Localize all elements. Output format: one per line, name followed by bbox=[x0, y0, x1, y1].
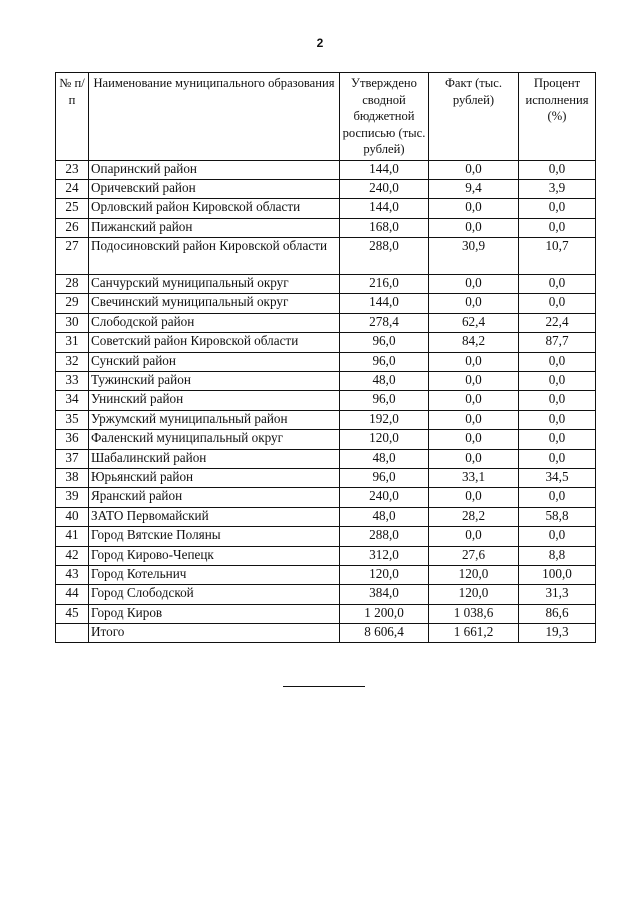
cell-fact: 0,0 bbox=[429, 352, 519, 371]
table-row bbox=[56, 604, 596, 623]
cell-percent: 0,0 bbox=[519, 430, 596, 449]
cell-name: Тужинский район bbox=[89, 372, 340, 391]
cell-num: 40 bbox=[56, 507, 89, 526]
cell-fact: 9,4 bbox=[429, 179, 519, 198]
table-row bbox=[56, 294, 596, 313]
cell-percent: 0,0 bbox=[519, 160, 596, 179]
cell-approved: 48,0 bbox=[340, 372, 429, 391]
cell-fact: 0,0 bbox=[429, 488, 519, 507]
cell-approved: 384,0 bbox=[340, 585, 429, 604]
cell-percent: 0,0 bbox=[519, 218, 596, 237]
cell-fact: 27,6 bbox=[429, 546, 519, 565]
cell-approved: 288,0 bbox=[340, 238, 429, 275]
cell-percent: 0,0 bbox=[519, 294, 596, 313]
cell-num: 26 bbox=[56, 218, 89, 237]
table-row bbox=[56, 468, 596, 487]
table-row bbox=[56, 275, 596, 294]
cell-num: 25 bbox=[56, 199, 89, 218]
cell-percent: 86,6 bbox=[519, 604, 596, 623]
cell-percent: 87,7 bbox=[519, 333, 596, 352]
header-name: Наименование муниципального образования bbox=[89, 73, 340, 161]
cell-percent: 0,0 bbox=[519, 449, 596, 468]
table-row bbox=[56, 449, 596, 468]
cell-num: 39 bbox=[56, 488, 89, 507]
cell-num: 28 bbox=[56, 275, 89, 294]
cell-num: 31 bbox=[56, 333, 89, 352]
table-row bbox=[56, 507, 596, 526]
cell-num: 33 bbox=[56, 372, 89, 391]
cell-percent: 34,5 bbox=[519, 468, 596, 487]
cell-approved: 192,0 bbox=[340, 410, 429, 429]
cell-fact: 28,2 bbox=[429, 507, 519, 526]
cell-num: 43 bbox=[56, 565, 89, 584]
footer-divider bbox=[283, 686, 365, 687]
cell-name: Город Котельнич bbox=[89, 565, 340, 584]
cell-percent: 100,0 bbox=[519, 565, 596, 584]
table-row bbox=[56, 179, 596, 198]
cell-approved: 216,0 bbox=[340, 275, 429, 294]
header-percent: Процент исполнения (%) bbox=[519, 73, 596, 161]
cell-approved: 1 200,0 bbox=[340, 604, 429, 623]
table-body bbox=[56, 160, 596, 643]
cell-approved: 120,0 bbox=[340, 565, 429, 584]
cell-name: Юрьянский район bbox=[89, 468, 340, 487]
cell-approved: 120,0 bbox=[340, 430, 429, 449]
cell-percent: 0,0 bbox=[519, 410, 596, 429]
cell-approved: 144,0 bbox=[340, 199, 429, 218]
cell-approved: 48,0 bbox=[340, 449, 429, 468]
cell-num: 44 bbox=[56, 585, 89, 604]
budget-execution-table bbox=[55, 72, 596, 643]
cell-name: Яранский район bbox=[89, 488, 340, 507]
cell-fact: 1 038,6 bbox=[429, 604, 519, 623]
table-header-row bbox=[56, 73, 596, 161]
table-row bbox=[56, 488, 596, 507]
cell-approved: 96,0 bbox=[340, 352, 429, 371]
table-row bbox=[56, 333, 596, 352]
table-row bbox=[56, 313, 596, 332]
cell-fact: 0,0 bbox=[429, 410, 519, 429]
cell-percent: 0,0 bbox=[519, 352, 596, 371]
cell-percent: 10,7 bbox=[519, 238, 596, 275]
cell-percent: 8,8 bbox=[519, 546, 596, 565]
cell-num: 34 bbox=[56, 391, 89, 410]
cell-name: Опаринский район bbox=[89, 160, 340, 179]
cell-name: Свечинский муниципальный округ bbox=[89, 294, 340, 313]
cell-fact: 0,0 bbox=[429, 527, 519, 546]
table-row bbox=[56, 238, 596, 275]
cell-fact: 120,0 bbox=[429, 585, 519, 604]
cell-name: Санчурский муниципальный округ bbox=[89, 275, 340, 294]
cell-num: 45 bbox=[56, 604, 89, 623]
cell-fact: 0,0 bbox=[429, 275, 519, 294]
cell-fact: 30,9 bbox=[429, 238, 519, 275]
cell-fact: 0,0 bbox=[429, 160, 519, 179]
table-row bbox=[56, 218, 596, 237]
cell-name: Советский район Кировской области bbox=[89, 333, 340, 352]
cell-name: Шабалинский район bbox=[89, 449, 340, 468]
cell-num: 42 bbox=[56, 546, 89, 565]
cell-name: ЗАТО Первомайский bbox=[89, 507, 340, 526]
cell-fact: 0,0 bbox=[429, 199, 519, 218]
header-fact: Факт (тыс. рублей) bbox=[429, 73, 519, 161]
cell-fact: 120,0 bbox=[429, 565, 519, 584]
cell-num: 30 bbox=[56, 313, 89, 332]
cell-approved: 144,0 bbox=[340, 294, 429, 313]
total-cell-name: Итого bbox=[89, 624, 340, 643]
cell-percent: 0,0 bbox=[519, 527, 596, 546]
cell-percent: 0,0 bbox=[519, 199, 596, 218]
table-row bbox=[56, 160, 596, 179]
cell-fact: 0,0 bbox=[429, 218, 519, 237]
cell-fact: 33,1 bbox=[429, 468, 519, 487]
cell-approved: 312,0 bbox=[340, 546, 429, 565]
cell-name: Орловский район Кировской области bbox=[89, 199, 340, 218]
table-row bbox=[56, 352, 596, 371]
cell-percent: 58,8 bbox=[519, 507, 596, 526]
cell-percent: 31,3 bbox=[519, 585, 596, 604]
cell-approved: 96,0 bbox=[340, 468, 429, 487]
table-row bbox=[56, 565, 596, 584]
total-cell-percent: 19,3 bbox=[519, 624, 596, 643]
cell-approved: 288,0 bbox=[340, 527, 429, 546]
cell-name: Оричевский район bbox=[89, 179, 340, 198]
cell-name: Слободской район bbox=[89, 313, 340, 332]
cell-name: Город Киров bbox=[89, 604, 340, 623]
cell-name: Город Слободской bbox=[89, 585, 340, 604]
cell-fact: 0,0 bbox=[429, 294, 519, 313]
cell-fact: 0,0 bbox=[429, 372, 519, 391]
cell-name: Город Вятские Поляны bbox=[89, 527, 340, 546]
total-cell-approved: 8 606,4 bbox=[340, 624, 429, 643]
total-cell-fact: 1 661,2 bbox=[429, 624, 519, 643]
table-row bbox=[56, 430, 596, 449]
cell-percent: 22,4 bbox=[519, 313, 596, 332]
cell-num: 38 bbox=[56, 468, 89, 487]
cell-percent: 0,0 bbox=[519, 391, 596, 410]
cell-num: 37 bbox=[56, 449, 89, 468]
cell-percent: 3,9 bbox=[519, 179, 596, 198]
cell-approved: 96,0 bbox=[340, 391, 429, 410]
cell-fact: 62,4 bbox=[429, 313, 519, 332]
page-number: 2 bbox=[316, 36, 324, 50]
cell-num: 29 bbox=[56, 294, 89, 313]
cell-num: 41 bbox=[56, 527, 89, 546]
cell-num: 27 bbox=[56, 238, 89, 275]
cell-name: Фаленский муниципальный округ bbox=[89, 430, 340, 449]
cell-approved: 168,0 bbox=[340, 218, 429, 237]
cell-fact: 0,0 bbox=[429, 449, 519, 468]
table-row bbox=[56, 391, 596, 410]
cell-num: 24 bbox=[56, 179, 89, 198]
cell-name: Город Кирово-Чепецк bbox=[89, 546, 340, 565]
total-cell-num bbox=[56, 624, 89, 643]
cell-fact: 0,0 bbox=[429, 391, 519, 410]
table-total-row bbox=[56, 624, 596, 643]
cell-percent: 0,0 bbox=[519, 372, 596, 391]
cell-num: 35 bbox=[56, 410, 89, 429]
header-approved: Утверждено сводной бюджетной росписью (тыс. рублей) bbox=[340, 73, 429, 161]
cell-percent: 0,0 bbox=[519, 275, 596, 294]
cell-approved: 48,0 bbox=[340, 507, 429, 526]
cell-name: Унинский район bbox=[89, 391, 340, 410]
cell-name: Пижанский район bbox=[89, 218, 340, 237]
cell-num: 32 bbox=[56, 352, 89, 371]
cell-approved: 278,4 bbox=[340, 313, 429, 332]
table-row bbox=[56, 546, 596, 565]
cell-approved: 240,0 bbox=[340, 488, 429, 507]
table-row bbox=[56, 410, 596, 429]
cell-num: 36 bbox=[56, 430, 89, 449]
header-num: № п/п bbox=[56, 73, 89, 161]
cell-approved: 96,0 bbox=[340, 333, 429, 352]
table-row bbox=[56, 527, 596, 546]
cell-approved: 240,0 bbox=[340, 179, 429, 198]
table-row bbox=[56, 199, 596, 218]
cell-percent: 0,0 bbox=[519, 488, 596, 507]
cell-num: 23 bbox=[56, 160, 89, 179]
cell-name: Сунский район bbox=[89, 352, 340, 371]
table-row bbox=[56, 372, 596, 391]
cell-name: Уржумский муниципальный район bbox=[89, 410, 340, 429]
cell-approved: 144,0 bbox=[340, 160, 429, 179]
cell-name: Подосиновский район Кировской области bbox=[89, 238, 340, 275]
cell-fact: 0,0 bbox=[429, 430, 519, 449]
cell-fact: 84,2 bbox=[429, 333, 519, 352]
table-row bbox=[56, 585, 596, 604]
